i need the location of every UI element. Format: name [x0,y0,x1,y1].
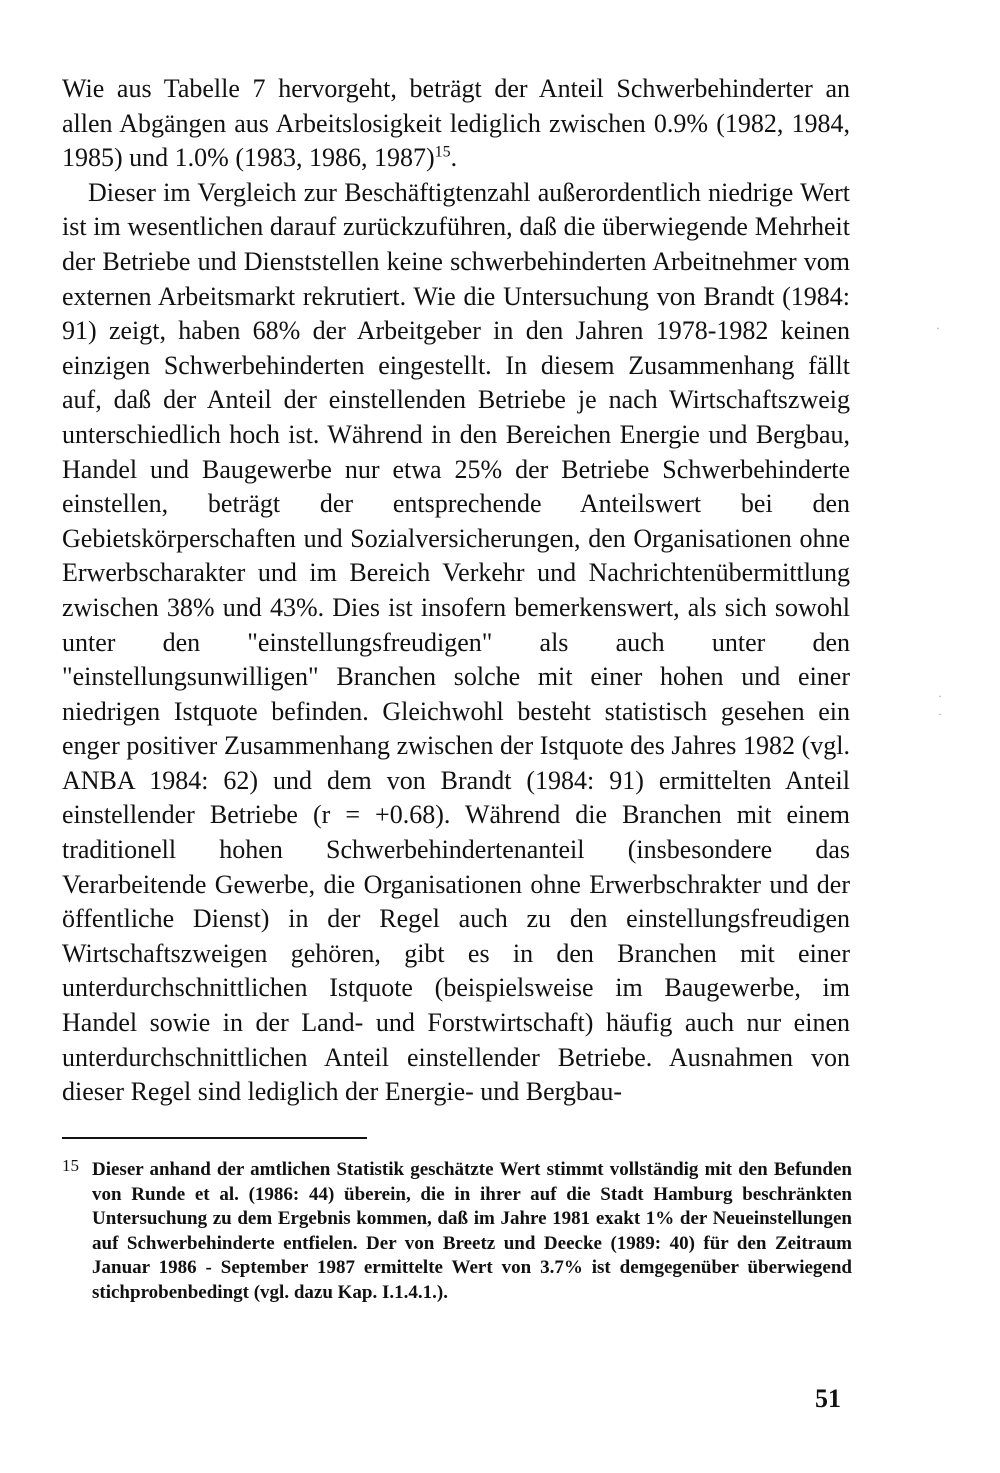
paragraph-2: Dieser im Vergleich zur Beschäftigtenzahl außerordentlich niedrige Wert ist im wesentlichen darauf zurückzuführen, daß die überwiegende Mehrheit der Betriebe und Dienststellen keine schwerbehinderten Arbeitnehmer vom externen Arbeitsmarkt rekrutiert. Wie die Untersuchung von Brandt (1984: 91) zeigt, haben 68% der Arbeitgeber in den Jahren 1978-1982 keinen einzigen Schwerbehinderten eingestellt. In diesem Zusammenhang fällt auf, daß der Anteil der einstellenden Betriebe je nach Wirtschaftszweig unterschiedlich hoch ist. Während in den Bereichen Energie und Bergbau, Handel und Baugewerbe nur etwa 25% der Betriebe Schwerbehinderte einstellen, beträgt der entsprechende Anteilswert bei den Gebietskörperschaften und Sozialversicherungen, den Organisationen ohne Erwerbscharakter und im Bereich Verkehr und Nachrichtenübermittlung zwischen 38% und 43%. Dies ist insofern bemerkenswert, als sich sowohl unter den "einstellungsfreudigen" als auch unter den "einstellungsunwilligen" Branchen solche mit einer hohen und einer niedrigen Istquote befinden. Gleichwohl besteht statistisch gesehen ein enger positiver Zusammenhang zwischen der Istquote des Jahres 1982 (vgl. ANBA 1984: 62) und dem von Brandt (1984: 91) ermittelten Anteil einstellender Betriebe (r = +0.68). Während die Branchen mit einem traditionell hohen Schwerbehindertenanteil (insbesondere das Verarbeitende Gewerbe, die Organisationen ohne Erwerbschrakter und der öffentliche Dienst) in der Regel auch zu den einstellungsfreudigen Wirtschaftszweigen gehören, gibt es in den Branchen mit einer unterdurchschnittlichen Istquote (beispielsweise im Baugewerbe, im Handel sowie in der Land- und Forstwirtschaft) häufig auch nur einen unterdurchschnittlichen Anteil einstellender Betriebe. Ausnahmen von dieser Regel sind lediglich der Energie- und Bergbau- [62,177,850,1107]
paragraph-1 [62,72,850,176]
scan-speck: · [938,689,942,703]
footnote-number: 15 [62,1156,79,1175]
footnote-text: Dieser anhand der amtlichen Statistik geschätzte Wert stimmt vollständig mit den Befunden von Runde et al. (1986: 44) überein, die in ihrer auf die Stadt Hamburg beschränkten Untersuchung zu dem Ergebnis kommen, daß im Jahre 1981 exakt 1% der Neueinstellungen auf Schwerbehinderte entfielen. Der von Breetz und Deecke (1989: 40) für den Zeitraum Januar 1986 - September 1987 ermittelte Wert von 3.7% ist demgegenüber überwiegend stichprobenbedingt (vgl. dazu Kap. I.1.4.1.). [92,1159,852,1303]
paragraph-1-tail: . [450,143,458,173]
footnote-separator [62,1137,367,1139]
page-number: 51 [815,1384,841,1413]
scan-speck: · [938,707,942,721]
paragraph-1-text: Wie aus Tabelle 7 hervorgeht, beträgt der Anteil Schwerbehinderter an allen Abgängen aus Arbeitslosigkeit lediglich zwischen 0.9% (1982, 1984, 1985) und 1.0% (1983, 1986, 1987) [62,74,850,173]
scan-speck: · [936,321,940,335]
main-text [62,72,850,1110]
footnote [62,1158,852,1306]
footnote-reference: 15 [434,143,451,161]
